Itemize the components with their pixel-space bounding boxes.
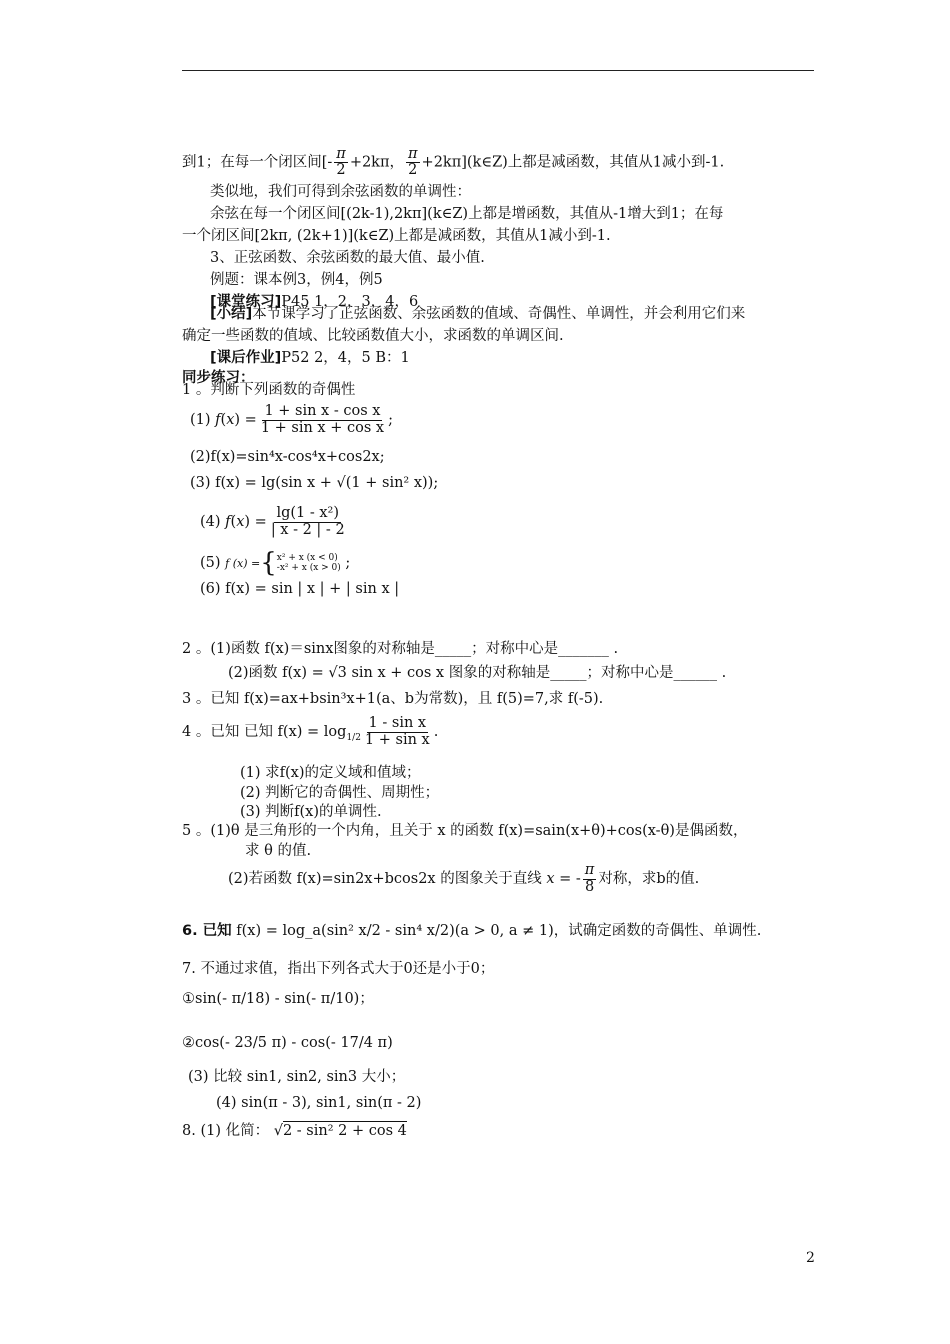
q1-item-3: (3) f(x) = lg(sin x + √(1 + sin² x)); [190, 475, 439, 491]
text-line: 到1；在每一个闭区间[- $\frac{\pi}{2}$ +2kπ， $\frac{\pi}{2}$ +2kπ](k∈Z)上都是减函数，其值从1减小到-1. [182, 146, 725, 179]
fraction: $\frac{\pi}{2}$ [336, 146, 346, 179]
question-5b: 求 θ 的值. [245, 843, 312, 859]
text-line: 余弦在每一个闭区间[(2k-1),2kπ](k∈Z)上都是增函数，其值从-1增大到1；在每 [210, 206, 724, 222]
q7-item-3: (3) 比较 sin1, sin2, sin3 大小； [188, 1069, 406, 1085]
text-line: 一个闭区间[2kπ, (2k+1)](k∈Z)上都是减函数，其值从1减小到-1. [182, 228, 611, 244]
fraction: $\frac{\text{lg(1 - x²)}}{| x - 2 | - 2}$ [270, 505, 345, 538]
question-5: 5 。(1)θ 是三角形的一个内角，且关于 x 的函数 f(x)=sain(x+θ)+cos(x-θ)是偶函数， [182, 823, 748, 839]
q1-item-1: (1) f(x) = $\frac{\text{1 + sin x - cos x}}{\text{1 + sin x + cos x}}$ ; [190, 403, 393, 436]
practice-line: [课堂练习]P45 1，2，3，4，6 [210, 294, 419, 310]
question-7: 7. 不通过求值，指出下列各式大于0还是小于0； [182, 961, 495, 977]
q1-item-2: (2)f(x)=sin⁴x-cos⁴x+cos2x; [190, 449, 385, 465]
homework-line: [课后作业]P52 2，4，5 B：1 [210, 350, 410, 366]
question-6: 6. 已知 f(x) = log_a(sin² x/2 - sin⁴ x/2)(a > 0, a ≠ 1)，试确定函数的奇偶性、单调性. [182, 923, 762, 939]
question-8: 8. (1) 化简： √2 - sin² 2 + cos 4 [182, 1123, 407, 1139]
summary-line: [小结]本节课学习了正弦函数、余弦函数的值域、奇偶性、单调性，并会利用它们来 [210, 306, 746, 322]
q7-item-2: ②cos(- 23/5 π) - cos(- 17/4 π) [182, 1035, 393, 1051]
text-line: 确定一些函数的值域、比较函数值大小，求函数的单调区间. [182, 328, 564, 344]
question-1: 1 。判断下列函数的奇偶性 [182, 382, 356, 398]
q4-item-2: (2) 判断它的奇偶性、周期性； [240, 785, 440, 801]
question-4: 4 。已知 已知 $f(x) = \log_{1/2}$ $\frac{\text{1 - sin x}}{\text{1 + sin x}}$ . [182, 715, 439, 748]
q4-item-3: (3) 判断f(x)的单调性. [240, 804, 382, 820]
fraction: $\frac{\pi}{2}$ [408, 146, 418, 179]
question-2: 2 。(1)函数 f(x)＝sinx图象的对称轴是_____；对称中心是_______ . [182, 641, 619, 657]
piecewise-cases: x² + x (x < 0) -x² + x (x > 0) [276, 553, 341, 573]
fraction: $\frac{\pi}{8}$ [584, 862, 595, 895]
exercise-heading: 同步练习： [182, 370, 255, 386]
question-2b: (2)函数 f(x) = √3 sin x + cos x 图象的对称轴是_____；对称中心是______ . [228, 665, 727, 681]
text-line: 3、正弦函数、余弦函数的最大值、最小值. [210, 250, 485, 266]
fraction: $\frac{\text{1 - sin x}}{\text{1 + sin x}}$ [364, 715, 430, 748]
q1-item-5: (5) f (x) ={ x² + x (x < 0) -x² + x (x > 0) ; [200, 548, 351, 578]
q7-item-4: (4) sin(π - 3), sin1, sin(π - 2) [216, 1095, 422, 1111]
fraction: $\frac{\text{1 + sin x - cos x}}{\text{1 + sin x + cos x}}$ [260, 403, 385, 436]
text-line: 类似地，我们可得到余弦函数的单调性： [210, 184, 471, 200]
q4-item-1: (1) 求f(x)的定义域和值域； [240, 765, 421, 781]
question-3: 3 。已知 f(x)=ax+bsin³x+1(a、b为常数)，且 f(5)=7,求 f(-5). [182, 691, 604, 707]
header-rule [182, 70, 814, 71]
q1-item-6: (6) f(x) = sin | x | + | sin x | [200, 581, 400, 597]
question-5c: (2)若函数 f(x)=sin2x+bcos2x 的图象关于直线 x = - $\frac{\pi}{8}$ 对称，求b的值. [228, 862, 700, 895]
q7-item-1: ①sin(- π/18) - sin(- π/10)； [182, 991, 374, 1007]
page-number: 2 [806, 1250, 815, 1266]
text-line: 例题：课本例3，例4，例5 [210, 272, 383, 288]
q1-item-4: (4) f(x) = $\frac{\text{lg(1 - x²)}}{| x - 2 | - 2}$ [200, 505, 345, 538]
